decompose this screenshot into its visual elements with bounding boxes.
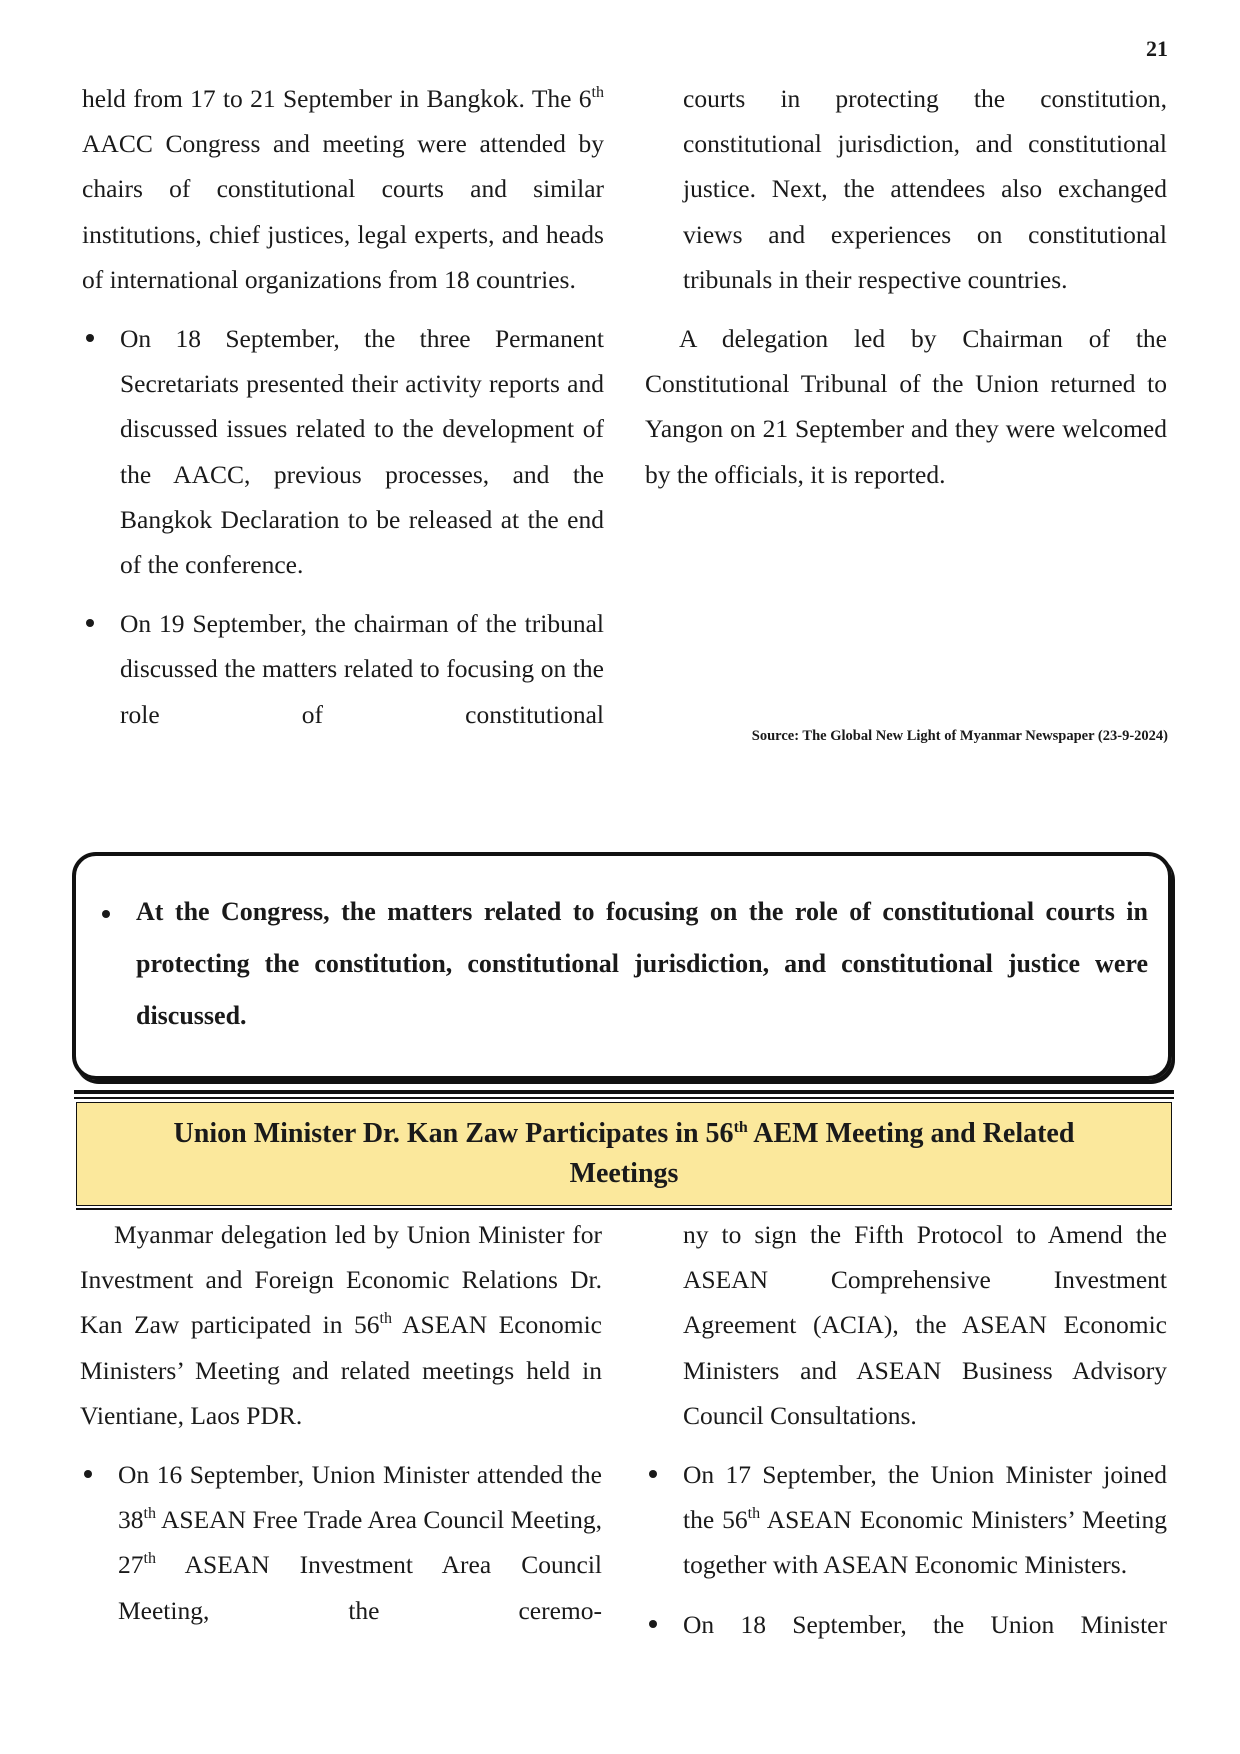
- intro-text-2: ASEAN Economic Ministers’ Meeting and related meetings held in Vientiane, Laos PDR.: [80, 1310, 603, 1430]
- intro-line-3: AACC Congress and meeting were attended by chairs of constitutional courts and similar institutions, chief justices, legal experts, and heads of international organizations from 18 countries.: [82, 129, 604, 294]
- ordinal-suffix: th: [143, 1505, 156, 1523]
- list-item: [82, 601, 604, 737]
- ordinal-suffix: th: [733, 1119, 748, 1136]
- bullet-icon: [649, 1470, 657, 1478]
- bullet-icon: [649, 1620, 657, 1628]
- bullet-icon: [86, 619, 94, 627]
- ordinal-suffix: th: [747, 1505, 761, 1523]
- ordinal-suffix: th: [379, 1310, 392, 1328]
- bullet-text: On 18 September, the three Permanent Secretariats presented their activity reports and discussed issues related to the development of the AACC, previous processes, and the Bangkok Declaration to be released at the end of the conference.: [120, 324, 604, 580]
- bullet-continuation: courts in protecting the constitution, constitutional jurisdiction, and constitutional justice. Next, the attendees also exchanged views and experiences on constitutional tribunals in their respective countries.: [683, 84, 1167, 294]
- list-item: [80, 1452, 602, 1633]
- intro-paragraph: [82, 76, 604, 302]
- intro-line-1: held from 17 to 21 September in Bangkok.: [82, 84, 525, 113]
- page-number: 21: [1146, 36, 1168, 61]
- bullet-icon: [86, 334, 94, 342]
- bullet-text: On 19 September, the chairman of the tribunal discussed the matters related to focusing on the role of constitutional: [120, 609, 604, 729]
- list-item: [645, 1602, 1167, 1647]
- callout-text: At the Congress, the matters related to focusing on the role of constitutional courts in protecting the constitution, constitutional jurisdiction, and constitutional justice were discussed.: [136, 897, 1148, 1030]
- bullet-icon: [102, 910, 110, 918]
- source-citation: Source: The Global New Light of Myanmar Newspaper (23-9-2024): [751, 728, 1168, 744]
- banner-underline: [76, 1208, 1172, 1210]
- callout-item: [96, 886, 1148, 1042]
- top-left-column: [82, 76, 604, 751]
- intro-text-1: Myanmar delegation led by Union Minister for Investment and Foreign Economic Relations Dr. Kan Zaw participated in 56: [80, 1220, 602, 1340]
- bullet-text-a: On 17 September, the Union Minister joined the 56: [683, 1460, 1167, 1535]
- article-title: [117, 1114, 1131, 1194]
- divider-thick: [74, 1090, 1174, 1094]
- ordinal-suffix: th: [591, 84, 604, 101]
- callout-box: [72, 852, 1172, 1080]
- list-item: [82, 316, 604, 587]
- title-part-2: AEM Meeting and Related Meetings: [569, 1118, 1075, 1189]
- bullet-continuation: ny to sign the Fifth Protocol to Amend the ASEAN Comprehensive Investment Agreement (ACIA), the ASEAN Economic Ministers and ASEAN Business Advisory Council Consultations.: [683, 1220, 1167, 1430]
- bullet-text-b: ASEAN Economic Ministers’ Meeting together with ASEAN Economic Ministers.: [683, 1505, 1167, 1580]
- callout-list: [96, 886, 1148, 1042]
- article-title-banner: [76, 1102, 1172, 1206]
- article-intro: [80, 1212, 602, 1438]
- article-bullet-list-continued: [645, 1452, 1167, 1647]
- bullet-icon: [84, 1470, 92, 1478]
- bullet-text-a: On 16 September, Union Minister attended the 38: [118, 1460, 602, 1535]
- bottom-left-column: [80, 1212, 602, 1647]
- closing-paragraph: A delegation led by Chairman of the Constitutional Tribunal of the Union returned to Yangon on 21 September and they were welcomed by the officials, it is reported.: [645, 324, 1167, 489]
- bottom-right-column: [645, 1212, 1167, 1661]
- article-bullet-list: [80, 1452, 602, 1633]
- bullet-text-c: ASEAN Investment Area Council Meeting, the ceremo-: [118, 1550, 602, 1625]
- bullet-text-b: ASEAN Free Trade Area Council Meeting, 27: [118, 1505, 602, 1580]
- top-right-column: [645, 76, 1167, 511]
- top-bullet-list: [82, 316, 604, 737]
- list-item: [645, 1452, 1167, 1588]
- intro-line-2: The 6: [531, 84, 592, 113]
- ordinal-suffix: th: [143, 1550, 156, 1568]
- divider-thin: [74, 1097, 1174, 1099]
- title-part-1: Union Minister Dr. Kan Zaw Participates in 56: [173, 1118, 734, 1149]
- bullet-text: On 18 September, the Union Minister: [683, 1609, 1167, 1639]
